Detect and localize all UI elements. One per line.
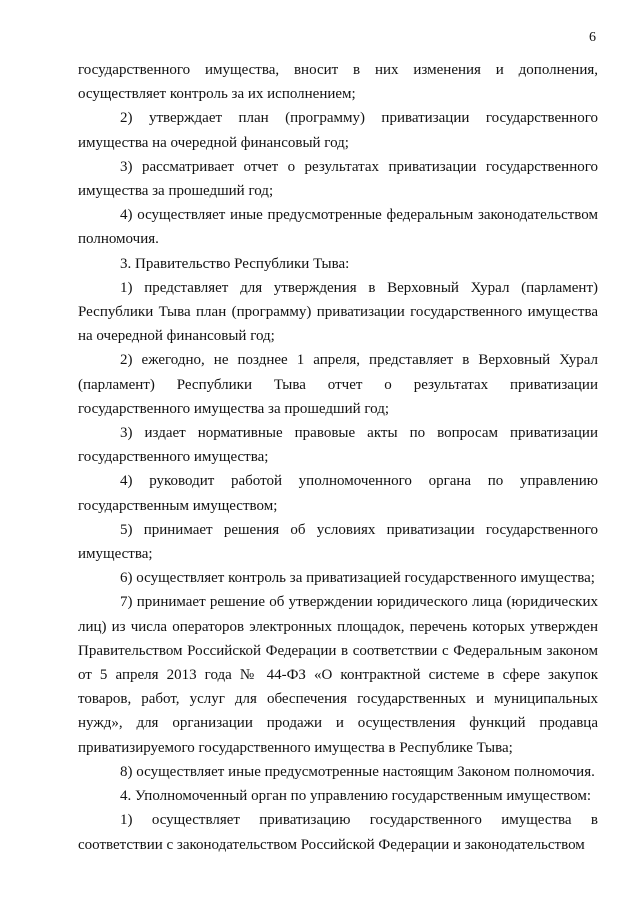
paragraph: государственного имущества, вносит в них изменения и дополнения, осуществляет контроль за их исполнением; — [78, 62, 598, 103]
paragraph: 4) руководит работой уполномоченного органа по управлению государственным имуществом; — [78, 473, 598, 514]
paragraph: 4) осуществляет иные предусмотренные федеральным законодательством полномочия. — [78, 207, 598, 248]
section-heading: 3. Правительство Республики Тыва: — [120, 255, 350, 272]
page-number: 6 — [589, 30, 596, 45]
paragraph: 1) осуществляет приватизацию государственного имущества в соответствии с законодательством Российской Федерации и законодательством — [78, 812, 598, 853]
paragraph: 3) рассматривает отчет о результатах приватизации государственного имущества за прошедший год; — [78, 158, 598, 200]
paragraph: 2) утверждает план (программу) приватизации государственного имущества на очередной финансовый год; — [78, 110, 598, 151]
paragraph: 7) принимает решение об утверждении юридического лица (юридических лиц) из числа операторов электронных площадок, перечень которых утвержден Правительством Российской Федерации в соответствии с Федеральным законом от 5 апреля 2013 года № 44-ФЗ «О контрактной системе в сфере закупок товаров, работ, услуг для обеспечения государственных и муниципальных нужд», для организации продажи и осуществления функций продавца приватизируемого государственного имущества в Республике Тыва; — [78, 594, 598, 756]
paragraph: 6) осуществляет контроль за приватизацией государственного имущества; — [120, 570, 595, 587]
document-body — [78, 58, 598, 857]
paragraph: 5) принимает решения об условиях приватизации государственного имущества; — [78, 521, 598, 563]
paragraph: 8) осуществляет иные предусмотренные настоящим Законом полномочия. — [120, 763, 595, 780]
paragraph: 1) представляет для утверждения в Верховный Хурал (парламент) Республики Тыва план (программу) приватизации государственного имущества на очередной финансовый год; — [78, 279, 598, 345]
section-heading: 4. Уполномоченный орган по управлению государственным имуществом: — [120, 788, 592, 805]
paragraph: 3) издает нормативные правовые акты по вопросам приватизации государственного имущества; — [78, 425, 598, 466]
paragraph: 2) ежегодно, не позднее 1 апреля, представляет в Верховный Хурал (парламент) Республики Тыва отчет о результатах приватизации государственного имущества за прошедший год; — [78, 352, 598, 417]
